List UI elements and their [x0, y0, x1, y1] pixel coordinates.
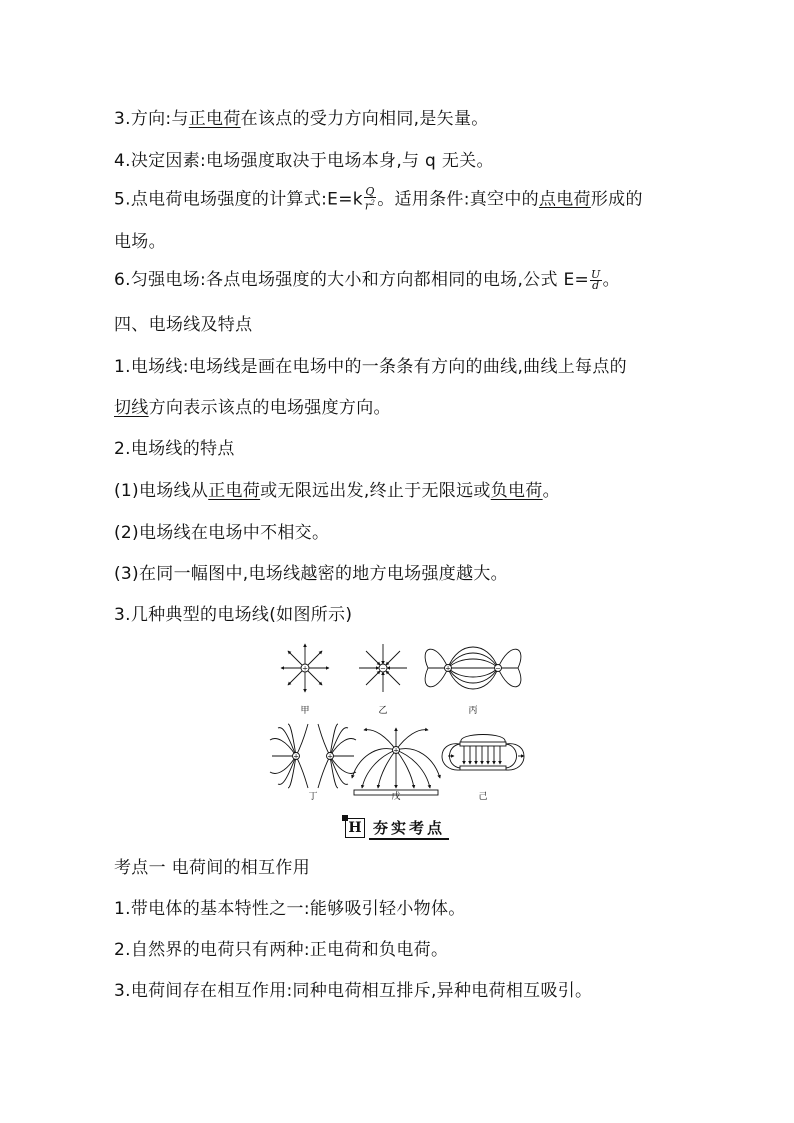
- diagram-parallel-plates: [442, 735, 524, 771]
- diagram-dipole: [425, 647, 521, 689]
- diagram-charge-and-plate: [352, 728, 440, 795]
- dipole-positive-sign: +: [445, 664, 451, 673]
- label-ji: 己: [478, 792, 488, 802]
- field-lines-figure: [268, 640, 528, 805]
- positive-sign: +: [302, 664, 308, 673]
- line-key-3: 3.电荷间存在相互作用:同种电荷相互排斥,异种电荷相互吸引。: [114, 981, 593, 1001]
- line-key-2: 2.自然界的电荷只有两种:正电荷和负电荷。: [114, 940, 449, 960]
- like-charge-sign-right: +: [327, 752, 333, 761]
- line-typical-field-lines: 3.几种典型的电场线(如图所示): [114, 605, 353, 625]
- fraction-u-over-d: $\frac{U}{d}$: [591, 267, 601, 292]
- banner-letter: H: [345, 818, 365, 838]
- line-field-end: 电场。: [114, 232, 166, 252]
- diagram-like-charges: [270, 724, 356, 788]
- dipole-negative-sign: −: [495, 664, 501, 673]
- label-yi: 乙: [378, 706, 388, 716]
- line-tangent: 切线方向表示该点的电场强度方向。: [114, 398, 391, 418]
- section-heading-field-lines: 四、电场线及特点: [114, 315, 253, 335]
- line-feature-1: (1)电场线从正电荷或无限远出发,终止于无限远或负电荷。: [114, 481, 560, 501]
- underlined-tangent: 切线: [114, 398, 149, 418]
- line-feature-3: (3)在同一幅图中,电场线越密的地方电场强度越大。: [114, 564, 508, 584]
- label-bing: 丙: [468, 706, 478, 716]
- plate-charge-sign: +: [393, 746, 399, 755]
- line-direction: 3.方向:与正电荷在该点的受力方向相同,是矢量。: [114, 109, 489, 129]
- like-charge-sign-left: +: [293, 752, 299, 761]
- underlined-positive-charge: 正电荷: [188, 109, 241, 129]
- line-field-line-definition: 1.电场线:电场线是画在电场中的一条条有方向的曲线,曲线上每点的: [114, 357, 627, 377]
- label-wu: 戊: [391, 792, 401, 802]
- label-jia: 甲: [300, 706, 310, 716]
- line-deciding-factor: 4.决定因素:电场强度取决于电场本身,与 q 无关。: [114, 151, 494, 171]
- line-point-charge-formula: 5.点电荷电场强度的计算式:E=k $\frac{Q}{r^2}$ 。适用条件:真空中的点电荷形成的: [114, 185, 643, 213]
- line-key-1: 1.带电体的基本特性之一:能够吸引轻小物体。: [114, 899, 466, 919]
- negative-sign: −: [380, 664, 386, 673]
- underlined-negative-charge: 负电荷: [490, 481, 543, 501]
- banner-text: 夯实考点: [369, 817, 449, 840]
- underlined-positive-charge-2: 正电荷: [208, 481, 261, 501]
- field-lines-svg: [268, 640, 528, 805]
- key-point-heading: 考点一 电荷间的相互作用: [114, 858, 311, 878]
- fraction-q-over-r2: $\frac{Q}{r^2}$: [364, 185, 376, 213]
- underlined-point-charge: 点电荷: [538, 189, 591, 210]
- label-ding: 丁: [308, 792, 318, 802]
- line-uniform-field: 6.匀强电场:各点电场强度的大小和方向都相同的电场,公式 E= $\frac{U}{d}$ 。: [114, 267, 620, 292]
- section-banner: [345, 818, 449, 838]
- line-features-heading: 2.电场线的特点: [114, 439, 235, 459]
- line-feature-2: (2)电场线在电场中不相交。: [114, 523, 330, 543]
